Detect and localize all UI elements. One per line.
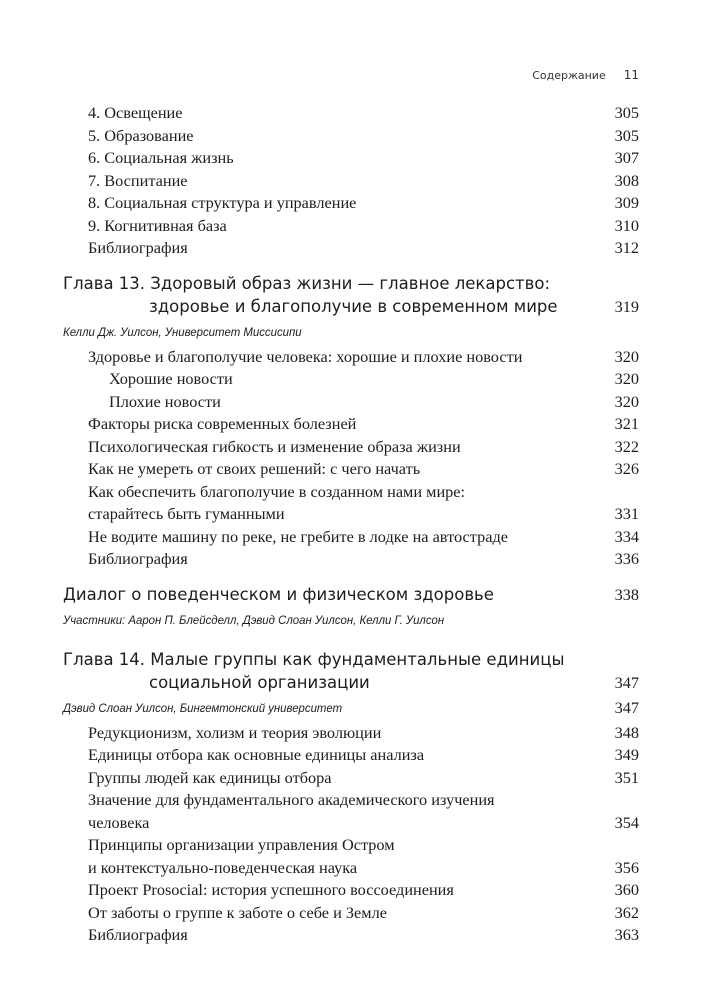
toc-entry bbox=[63, 237, 639, 260]
toc-entry bbox=[63, 789, 639, 834]
toc-entry bbox=[63, 192, 639, 215]
toc-entry-title: От заботы о группе к заботе о себе и Земле bbox=[88, 902, 387, 922]
toc-entry-title bbox=[88, 481, 615, 526]
toc-entry-title: Единицы отбора как основные единицы анализа bbox=[88, 745, 425, 764]
toc-entry-page: 349 bbox=[614, 745, 639, 764]
toc-entry-title: Библиография bbox=[88, 549, 188, 568]
toc-subentry bbox=[63, 391, 639, 414]
toc-entry-title: 7. Воспитание bbox=[88, 170, 188, 190]
chapter-title-line1: Глава 14. Малые группы как фундаментальные единицы bbox=[63, 649, 565, 669]
dialog-heading bbox=[63, 583, 639, 606]
toc-entry-page: 326 bbox=[614, 459, 639, 478]
chapter-authors: Келли Дж. Уилсон, Университет Миссисипи bbox=[63, 324, 302, 339]
toc-entry-page: 336 bbox=[614, 549, 639, 568]
toc-entry-page: 320 bbox=[614, 369, 639, 388]
toc-entry-title: Библиография bbox=[88, 925, 188, 944]
toc-entry-page: 310 bbox=[614, 215, 639, 235]
chapter-authors-page: 347 bbox=[614, 697, 639, 717]
toc-entry-page: 320 bbox=[614, 346, 639, 366]
toc-entry bbox=[63, 458, 639, 481]
toc-entry-page: 356 bbox=[614, 857, 639, 877]
running-head bbox=[532, 68, 639, 82]
toc-entry-page: 354 bbox=[614, 812, 639, 832]
toc-entry bbox=[63, 879, 639, 902]
chapter-title bbox=[63, 272, 558, 318]
toc-entry bbox=[63, 834, 639, 879]
toc-entry-page: 331 bbox=[614, 504, 639, 523]
toc-entry-title: Как не умереть от своих решений: с чего начать bbox=[88, 459, 421, 478]
toc-entry-page: 307 bbox=[614, 148, 639, 167]
toc-entry-title: Не водите машину по реке, не гребите в лодке на автостраде bbox=[88, 526, 508, 546]
toc-entry bbox=[63, 346, 639, 369]
toc-entry-title: Плохие новости bbox=[109, 391, 221, 411]
toc-entry-title: Библиография bbox=[88, 238, 188, 257]
toc-entry-title: Редукционизм, холизм и теория эволюции bbox=[88, 722, 382, 742]
toc-entry-title bbox=[88, 834, 615, 879]
toc-entry-title-line2: человека bbox=[88, 812, 150, 832]
toc-entry-title-line2: и контекстуально-поведенческая наука bbox=[88, 857, 358, 877]
dialog-title: Диалог о поведенческом и физическом здоровье bbox=[63, 584, 494, 604]
toc-entry-title: Психологическая гибкость и изменение образа жизни bbox=[88, 436, 461, 456]
toc-entry-title: Здоровье и благополучие человека: хорошие и плохие новости bbox=[88, 346, 523, 366]
toc-entry-page: 312 bbox=[614, 238, 639, 257]
table-of-contents bbox=[63, 102, 639, 947]
toc-entry bbox=[63, 215, 639, 238]
toc-entry-title: Факторы риска современных болезней bbox=[88, 414, 357, 433]
toc-entry-page: 309 bbox=[614, 193, 639, 212]
toc-entry-page: 322 bbox=[614, 436, 639, 456]
dialog-page: 338 bbox=[614, 584, 639, 604]
toc-entry-title: 8. Социальная структура и управление bbox=[88, 193, 357, 212]
toc-entry-page: 360 bbox=[614, 880, 639, 899]
toc-entry-title-line2: старайтесь быть гуманными bbox=[88, 504, 285, 523]
toc-entry bbox=[63, 170, 639, 193]
toc-entry-page: 320 bbox=[614, 391, 639, 411]
toc-entry bbox=[63, 526, 639, 549]
toc-entry bbox=[63, 102, 639, 125]
toc-entry-page: 351 bbox=[614, 767, 639, 787]
toc-entry-title bbox=[88, 789, 615, 834]
toc-entry-page: 305 bbox=[614, 103, 639, 122]
toc-entry-page: 362 bbox=[614, 902, 639, 922]
chapter-authors: Дэвид Слоан Уилсон, Бингемтонский университет bbox=[63, 700, 343, 715]
toc-subentry bbox=[63, 368, 639, 391]
toc-entry-title-line1: Принципы организации управления Остром bbox=[88, 835, 395, 854]
toc-entry-title: Хорошие новости bbox=[109, 369, 233, 388]
toc-entry bbox=[63, 147, 639, 170]
section-title: Содержание bbox=[532, 69, 606, 82]
chapter-page: 347 bbox=[614, 672, 639, 692]
toc-entry bbox=[63, 744, 639, 767]
toc-entry bbox=[63, 125, 639, 148]
toc-entry-page: 363 bbox=[614, 925, 639, 944]
toc-entry bbox=[63, 722, 639, 745]
chapter-14-heading bbox=[63, 648, 639, 694]
chapter-13-heading bbox=[63, 272, 639, 318]
toc-entry-title-line1: Значение для фундаментального академического изучения bbox=[88, 790, 495, 809]
toc-entry bbox=[63, 413, 639, 436]
toc-entry bbox=[63, 481, 639, 526]
chapter-title-line2: социальной организации bbox=[149, 672, 370, 692]
toc-entry bbox=[63, 767, 639, 790]
dialog-participants: Участники: Аарон П. Блейсделл, Дэвид Слоан Уилсон, Келли Г. Уилсон bbox=[63, 612, 445, 627]
toc-entry-title: Проект Prosocial: история успешного воссоединения bbox=[88, 880, 454, 899]
chapter-title-line2: здоровье и благополучие в современном мире bbox=[149, 296, 558, 316]
toc-entry bbox=[63, 924, 639, 947]
toc-entry-title: 9. Когнитивная база bbox=[88, 215, 227, 235]
chapter-authors-row bbox=[63, 698, 639, 718]
toc-entry-page: 334 bbox=[614, 526, 639, 546]
toc-entry-page: 305 bbox=[614, 125, 639, 145]
toc-entry-title: Группы людей как единицы отбора bbox=[88, 767, 332, 787]
chapter-page: 319 bbox=[614, 296, 639, 316]
toc-entry-title: 5. Образование bbox=[88, 125, 194, 145]
toc-entry-title: 6. Социальная жизнь bbox=[88, 148, 234, 167]
spacer bbox=[63, 634, 639, 644]
toc-entry-title-line1: Как обеспечить благополучие в созданном нами мире: bbox=[88, 481, 466, 501]
toc-entry-page: 348 bbox=[614, 722, 639, 742]
toc-entry-page: 308 bbox=[614, 170, 639, 190]
chapter-title-line1: Глава 13. Здоровый образ жизни — главное лекарство: bbox=[63, 273, 551, 293]
page-number: 11 bbox=[623, 68, 639, 82]
toc-entry bbox=[63, 902, 639, 925]
chapter-title bbox=[63, 648, 564, 694]
toc-entry bbox=[63, 436, 639, 459]
toc-entry-page: 321 bbox=[614, 414, 639, 433]
toc-entry bbox=[63, 548, 639, 571]
toc-entry-title: 4. Освещение bbox=[88, 103, 183, 122]
